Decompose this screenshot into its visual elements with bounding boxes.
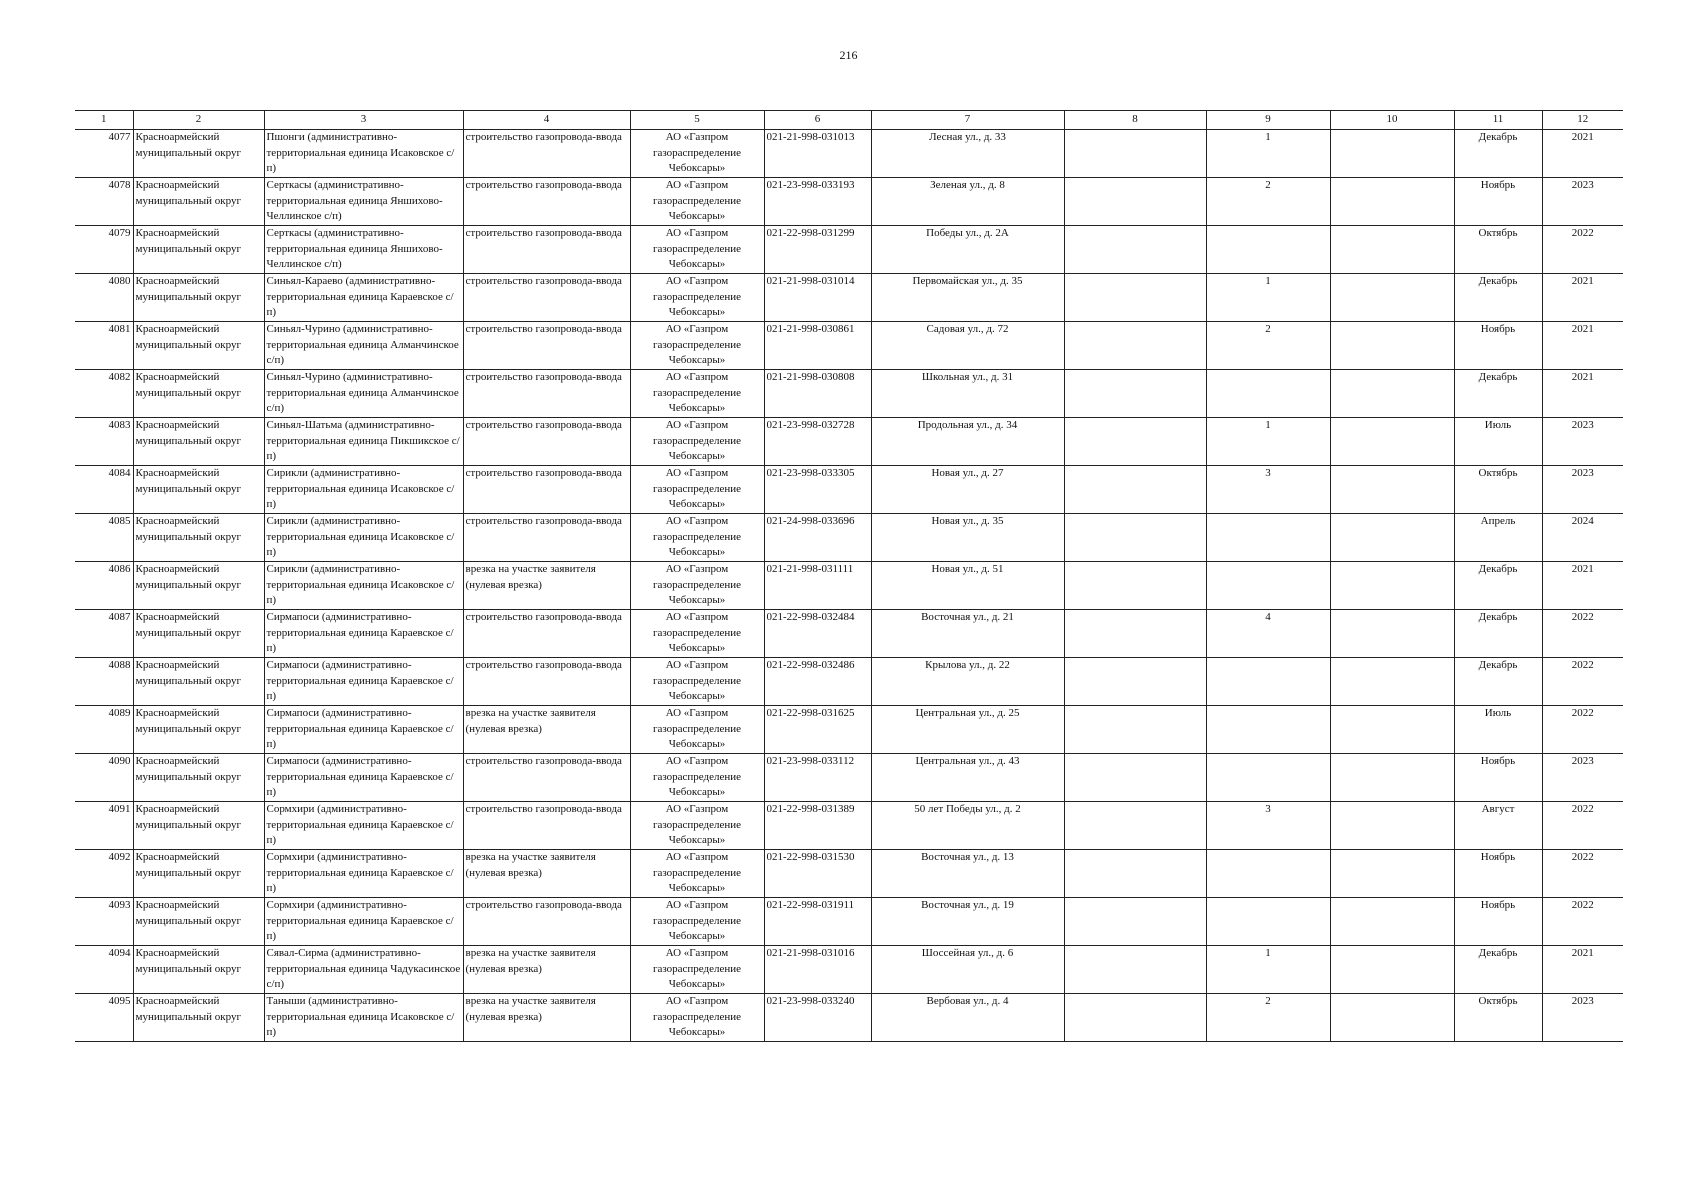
table-row [75,370,1623,418]
cell-work-type: строительство газопровода-ввода [463,754,630,802]
cell-col-8 [1064,994,1206,1042]
cell-row-number: 4077 [75,130,133,178]
cell-month: Июль [1454,706,1542,754]
cell-settlement: Таныши (административно-территориальная единица Исаковское с/п) [264,994,463,1042]
cell-municipality: Красноармейский муниципальный округ [133,610,264,658]
cell-col-8 [1064,706,1206,754]
cell-row-number: 4086 [75,562,133,610]
cell-request-number: 021-21-998-031016 [764,946,871,994]
header-cell-4: 4 [463,111,630,130]
cell-col-8 [1064,178,1206,226]
table-body [75,130,1623,1042]
cell-address: Крылова ул., д. 22 [871,658,1064,706]
table-row [75,898,1623,946]
cell-work-type: строительство газопровода-ввода [463,130,630,178]
cell-year: 2021 [1542,322,1623,370]
cell-address: Восточная ул., д. 19 [871,898,1064,946]
cell-address: Школьная ул., д. 31 [871,370,1064,418]
cell-request-number: 021-21-998-030808 [764,370,871,418]
cell-col-10 [1330,658,1454,706]
cell-municipality: Красноармейский муниципальный округ [133,802,264,850]
cell-col-10 [1330,178,1454,226]
cell-address: Лесная ул., д. 33 [871,130,1064,178]
cell-row-number: 4091 [75,802,133,850]
cell-row-number: 4089 [75,706,133,754]
cell-year: 2023 [1542,418,1623,466]
cell-year: 2024 [1542,514,1623,562]
cell-settlement: Синьял-Чурино (административно-территориальная единица Алманчинское с/п) [264,370,463,418]
header-cell-1: 1 [75,111,133,130]
cell-municipality: Красноармейский муниципальный округ [133,946,264,994]
cell-row-number: 4095 [75,994,133,1042]
cell-address: Зеленая ул., д. 8 [871,178,1064,226]
cell-year: 2021 [1542,562,1623,610]
cell-settlement: Сормхири (административно-территориальная единица Караевское с/п) [264,850,463,898]
cell-year: 2021 [1542,946,1623,994]
cell-month: Ноябрь [1454,178,1542,226]
cell-organization: АО «Газпром газораспределение Чебоксары» [630,466,764,514]
cell-municipality: Красноармейский муниципальный округ [133,178,264,226]
cell-col-10 [1330,226,1454,274]
cell-organization: АО «Газпром газораспределение Чебоксары» [630,562,764,610]
table-row [75,610,1623,658]
cell-organization: АО «Газпром газораспределение Чебоксары» [630,946,764,994]
table-row [75,994,1623,1042]
cell-organization: АО «Газпром газораспределение Чебоксары» [630,802,764,850]
cell-month: Декабрь [1454,658,1542,706]
cell-col-8 [1064,322,1206,370]
table-row [75,130,1623,178]
cell-address: Победы ул., д. 2А [871,226,1064,274]
cell-row-number: 4084 [75,466,133,514]
cell-request-number: 021-21-998-031111 [764,562,871,610]
cell-settlement: Пшонги (административно-территориальная единица Исаковское с/п) [264,130,463,178]
cell-work-type: строительство газопровода-ввода [463,418,630,466]
cell-address: Шоссейная ул., д. 6 [871,946,1064,994]
cell-year: 2021 [1542,130,1623,178]
cell-year: 2023 [1542,994,1623,1042]
cell-month: Декабрь [1454,946,1542,994]
cell-row-number: 4092 [75,850,133,898]
cell-col-8 [1064,130,1206,178]
cell-col-10 [1330,946,1454,994]
table-row [75,562,1623,610]
cell-municipality: Красноармейский муниципальный округ [133,754,264,802]
table-row [75,274,1623,322]
header-cell-12: 12 [1542,111,1623,130]
cell-organization: АО «Газпром газораспределение Чебоксары» [630,130,764,178]
cell-municipality: Красноармейский муниципальный округ [133,130,264,178]
cell-col-8 [1064,610,1206,658]
cell-settlement: Серткасы (административно-территориальная единица Яншихово-Челлинское с/п) [264,226,463,274]
cell-work-type: строительство газопровода-ввода [463,226,630,274]
header-cell-8: 8 [1064,111,1206,130]
cell-organization: АО «Газпром газораспределение Чебоксары» [630,226,764,274]
cell-col-10 [1330,514,1454,562]
cell-col-9: 2 [1206,994,1330,1042]
cell-col-10 [1330,610,1454,658]
cell-year: 2021 [1542,274,1623,322]
cell-request-number: 021-21-998-030861 [764,322,871,370]
cell-row-number: 4094 [75,946,133,994]
cell-request-number: 021-22-998-031530 [764,850,871,898]
header-cell-7: 7 [871,111,1064,130]
cell-address: Центральная ул., д. 43 [871,754,1064,802]
cell-col-8 [1064,466,1206,514]
cell-year: 2022 [1542,706,1623,754]
cell-col-10 [1330,754,1454,802]
cell-work-type: врезка на участке заявителя (нулевая врезка) [463,946,630,994]
cell-municipality: Красноармейский муниципальный округ [133,514,264,562]
cell-year: 2022 [1542,610,1623,658]
cell-organization: АО «Газпром газораспределение Чебоксары» [630,322,764,370]
cell-organization: АО «Газпром газораспределение Чебоксары» [630,850,764,898]
cell-month: Август [1454,802,1542,850]
cell-year: 2022 [1542,802,1623,850]
cell-municipality: Красноармейский муниципальный округ [133,274,264,322]
cell-request-number: 021-24-998-033696 [764,514,871,562]
cell-work-type: строительство газопровода-ввода [463,178,630,226]
cell-col-8 [1064,562,1206,610]
cell-col-8 [1064,802,1206,850]
table-row [75,802,1623,850]
header-cell-5: 5 [630,111,764,130]
cell-work-type: строительство газопровода-ввода [463,322,630,370]
cell-municipality: Красноармейский муниципальный округ [133,562,264,610]
cell-col-9: 3 [1206,802,1330,850]
cell-col-10 [1330,802,1454,850]
cell-col-10 [1330,274,1454,322]
cell-settlement: Сирикли (административно-территориальная единица Исаковское с/п) [264,514,463,562]
cell-settlement: Сирикли (административно-территориальная единица Исаковское с/п) [264,466,463,514]
cell-organization: АО «Газпром газораспределение Чебоксары» [630,274,764,322]
table-header [75,111,1623,130]
cell-col-8 [1064,226,1206,274]
cell-row-number: 4078 [75,178,133,226]
cell-settlement: Серткасы (административно-территориальная единица Яншихово-Челлинское с/п) [264,178,463,226]
cell-organization: АО «Газпром газораспределение Чебоксары» [630,178,764,226]
cell-col-8 [1064,850,1206,898]
cell-row-number: 4079 [75,226,133,274]
cell-row-number: 4087 [75,610,133,658]
cell-work-type: строительство газопровода-ввода [463,514,630,562]
cell-year: 2023 [1542,178,1623,226]
cell-year: 2022 [1542,850,1623,898]
cell-address: Первомайская ул., д. 35 [871,274,1064,322]
table-row [75,754,1623,802]
table-row [75,178,1623,226]
registry-table [75,110,1623,1042]
cell-request-number: 021-23-998-033112 [764,754,871,802]
cell-organization: АО «Газпром газораспределение Чебоксары» [630,514,764,562]
cell-col-10 [1330,994,1454,1042]
cell-col-8 [1064,514,1206,562]
cell-address: Восточная ул., д. 13 [871,850,1064,898]
table-row [75,658,1623,706]
cell-col-8 [1064,274,1206,322]
cell-row-number: 4088 [75,658,133,706]
table-row [75,850,1623,898]
cell-address: Новая ул., д. 27 [871,466,1064,514]
cell-col-9: 4 [1206,610,1330,658]
cell-address: 50 лет Победы ул., д. 2 [871,802,1064,850]
cell-year: 2022 [1542,658,1623,706]
cell-municipality: Красноармейский муниципальный округ [133,658,264,706]
cell-request-number: 021-22-998-031389 [764,802,871,850]
cell-col-9 [1206,850,1330,898]
cell-row-number: 4082 [75,370,133,418]
cell-address: Вербовая ул., д. 4 [871,994,1064,1042]
cell-request-number: 021-22-998-031911 [764,898,871,946]
cell-col-10 [1330,418,1454,466]
cell-row-number: 4093 [75,898,133,946]
cell-settlement: Сирикли (административно-территориальная единица Исаковское с/п) [264,562,463,610]
cell-work-type: строительство газопровода-ввода [463,274,630,322]
cell-settlement: Сормхири (административно-территориальная единица Караевское с/п) [264,802,463,850]
table-row [75,514,1623,562]
cell-col-9 [1206,562,1330,610]
cell-month: Октябрь [1454,226,1542,274]
cell-col-8 [1064,370,1206,418]
cell-municipality: Красноармейский муниципальный округ [133,322,264,370]
header-cell-11: 11 [1454,111,1542,130]
cell-address: Садовая ул., д. 72 [871,322,1064,370]
cell-col-8 [1064,946,1206,994]
cell-address: Новая ул., д. 35 [871,514,1064,562]
cell-col-9: 1 [1206,130,1330,178]
cell-row-number: 4081 [75,322,133,370]
cell-address: Центральная ул., д. 25 [871,706,1064,754]
table-row [75,946,1623,994]
cell-request-number: 021-21-998-031014 [764,274,871,322]
cell-col-10 [1330,130,1454,178]
cell-request-number: 021-23-998-033193 [764,178,871,226]
cell-organization: АО «Газпром газораспределение Чебоксары» [630,706,764,754]
cell-col-10 [1330,322,1454,370]
cell-settlement: Сирмапоси (административно-территориальная единица Караевское с/п) [264,610,463,658]
cell-year: 2022 [1542,898,1623,946]
cell-col-8 [1064,754,1206,802]
cell-col-8 [1064,898,1206,946]
cell-settlement: Сирмапоси (административно-территориальная единица Караевское с/п) [264,754,463,802]
cell-request-number: 021-23-998-032728 [764,418,871,466]
cell-col-9 [1206,706,1330,754]
cell-month: Июль [1454,418,1542,466]
cell-col-9: 1 [1206,946,1330,994]
header-cell-6: 6 [764,111,871,130]
cell-organization: АО «Газпром газораспределение Чебоксары» [630,610,764,658]
cell-municipality: Красноармейский муниципальный округ [133,466,264,514]
table-row [75,466,1623,514]
cell-month: Декабрь [1454,274,1542,322]
cell-month: Декабрь [1454,562,1542,610]
cell-col-9: 1 [1206,418,1330,466]
cell-col-8 [1064,658,1206,706]
cell-col-10 [1330,370,1454,418]
cell-col-9 [1206,226,1330,274]
cell-settlement: Сирмапоси (административно-территориальная единица Караевское с/п) [264,658,463,706]
cell-settlement: Синьял-Чурино (административно-территориальная единица Алманчинское с/п) [264,322,463,370]
cell-month: Октябрь [1454,466,1542,514]
cell-settlement: Сявал-Сирма (административно-территориальная единица Чадукасинское с/п) [264,946,463,994]
cell-work-type: строительство газопровода-ввода [463,370,630,418]
cell-year: 2021 [1542,370,1623,418]
cell-municipality: Красноармейский муниципальный округ [133,898,264,946]
cell-request-number: 021-22-998-031625 [764,706,871,754]
cell-address: Продольная ул., д. 34 [871,418,1064,466]
cell-municipality: Красноармейский муниципальный округ [133,370,264,418]
cell-request-number: 021-22-998-031299 [764,226,871,274]
cell-address: Новая ул., д. 51 [871,562,1064,610]
cell-municipality: Красноармейский муниципальный округ [133,850,264,898]
cell-work-type: врезка на участке заявителя (нулевая врезка) [463,706,630,754]
cell-col-9: 2 [1206,178,1330,226]
page-number: 216 [839,48,858,62]
cell-municipality: Красноармейский муниципальный округ [133,994,264,1042]
cell-month: Апрель [1454,514,1542,562]
cell-work-type: врезка на участке заявителя (нулевая врезка) [463,562,630,610]
cell-col-10 [1330,562,1454,610]
cell-work-type: строительство газопровода-ввода [463,466,630,514]
cell-organization: АО «Газпром газораспределение Чебоксары» [630,418,764,466]
cell-municipality: Красноармейский муниципальный округ [133,226,264,274]
header-cell-2: 2 [133,111,264,130]
cell-col-9: 3 [1206,466,1330,514]
cell-organization: АО «Газпром газораспределение Чебоксары» [630,898,764,946]
cell-organization: АО «Газпром газораспределение Чебоксары» [630,370,764,418]
cell-work-type: строительство газопровода-ввода [463,802,630,850]
cell-row-number: 4085 [75,514,133,562]
header-row [75,111,1623,130]
header-cell-3: 3 [264,111,463,130]
header-cell-10: 10 [1330,111,1454,130]
cell-request-number: 021-22-998-032486 [764,658,871,706]
table-row [75,322,1623,370]
cell-settlement: Сормхири (административно-территориальная единица Караевское с/п) [264,898,463,946]
cell-col-10 [1330,706,1454,754]
table-row [75,226,1623,274]
cell-request-number: 021-23-998-033305 [764,466,871,514]
cell-month: Декабрь [1454,370,1542,418]
cell-col-8 [1064,418,1206,466]
table-row [75,706,1623,754]
cell-settlement: Сирмапоси (административно-территориальная единица Караевское с/п) [264,706,463,754]
cell-col-9 [1206,658,1330,706]
cell-month: Декабрь [1454,610,1542,658]
cell-month: Октябрь [1454,994,1542,1042]
cell-municipality: Красноармейский муниципальный округ [133,706,264,754]
cell-row-number: 4080 [75,274,133,322]
cell-row-number: 4090 [75,754,133,802]
cell-col-9: 2 [1206,322,1330,370]
cell-address: Восточная ул., д. 21 [871,610,1064,658]
cell-col-9 [1206,898,1330,946]
cell-settlement: Синьял-Караево (административно-территориальная единица Караевское с/п) [264,274,463,322]
cell-year: 2023 [1542,754,1623,802]
cell-request-number: 021-21-998-031013 [764,130,871,178]
cell-work-type: врезка на участке заявителя (нулевая врезка) [463,994,630,1042]
cell-col-10 [1330,898,1454,946]
cell-col-9: 1 [1206,274,1330,322]
cell-organization: АО «Газпром газораспределение Чебоксары» [630,754,764,802]
cell-request-number: 021-22-998-032484 [764,610,871,658]
cell-col-9 [1206,754,1330,802]
cell-month: Ноябрь [1454,754,1542,802]
cell-col-10 [1330,850,1454,898]
cell-month: Ноябрь [1454,898,1542,946]
cell-col-9 [1206,370,1330,418]
cell-work-type: строительство газопровода-ввода [463,658,630,706]
cell-work-type: строительство газопровода-ввода [463,898,630,946]
cell-year: 2023 [1542,466,1623,514]
cell-month: Ноябрь [1454,850,1542,898]
header-cell-9: 9 [1206,111,1330,130]
cell-organization: АО «Газпром газораспределение Чебоксары» [630,658,764,706]
cell-request-number: 021-23-998-033240 [764,994,871,1042]
cell-month: Ноябрь [1454,322,1542,370]
cell-col-10 [1330,466,1454,514]
cell-work-type: врезка на участке заявителя (нулевая врезка) [463,850,630,898]
cell-row-number: 4083 [75,418,133,466]
cell-work-type: строительство газопровода-ввода [463,610,630,658]
cell-municipality: Красноармейский муниципальный округ [133,418,264,466]
table-row [75,418,1623,466]
cell-col-9 [1206,514,1330,562]
cell-organization: АО «Газпром газораспределение Чебоксары» [630,994,764,1042]
cell-settlement: Синьял-Шатьма (административно-территориальная единица Пикшикское с/п) [264,418,463,466]
cell-month: Декабрь [1454,130,1542,178]
cell-year: 2022 [1542,226,1623,274]
